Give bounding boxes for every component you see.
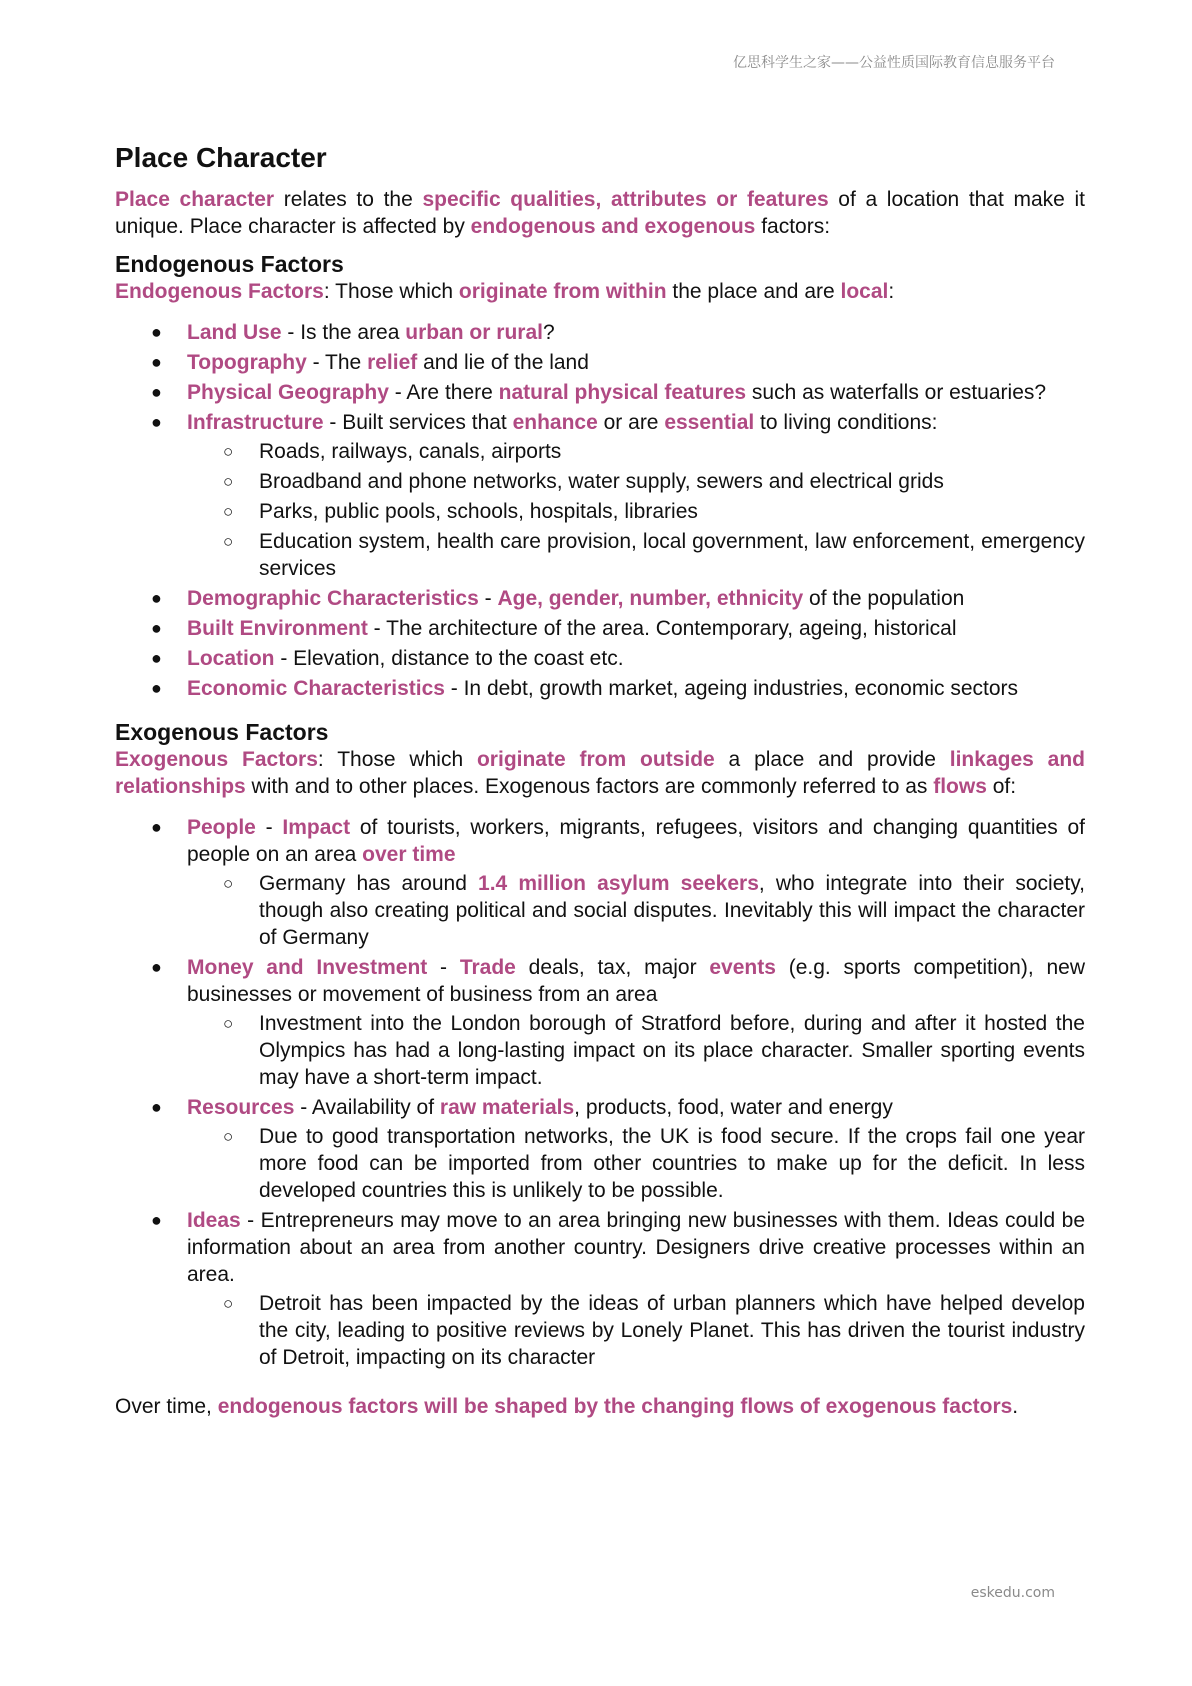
hl-text: Place character	[115, 188, 275, 211]
endogenous-definition	[115, 278, 1085, 305]
document-body	[115, 140, 1085, 1420]
sub-list-item	[187, 438, 1085, 465]
text: deals, tax, major	[515, 956, 710, 979]
hl-text: over time	[362, 843, 456, 866]
text: -	[427, 956, 460, 979]
text: Education system, health care provision, local government, law enforcement, emergency services	[259, 530, 1085, 580]
hl-text: Infrastructure	[187, 411, 324, 434]
bullet-icon: ●	[151, 588, 162, 608]
text: of the population	[803, 587, 965, 610]
list-item	[115, 379, 1085, 406]
hl-text: linkages and relationships	[115, 748, 1085, 798]
list-item	[115, 675, 1085, 702]
hl-text: endogenous and exogenous	[470, 215, 756, 238]
hl-text: Age, gender, number, ethnicity	[497, 587, 804, 610]
sub-list-item	[187, 870, 1085, 951]
hl-text: People	[187, 816, 256, 839]
text: , products, food, water and energy	[574, 1096, 893, 1119]
text: with and to other places. Exogenous factors are commonly referred to as	[245, 775, 934, 798]
text: or are	[597, 411, 665, 434]
text: - Are there	[388, 381, 499, 404]
hl-text: flows	[933, 775, 987, 798]
sub-bullet-icon: ○	[223, 532, 234, 551]
exogenous-heading: Exogenous Factors	[115, 719, 329, 745]
bullet-icon: ●	[151, 957, 162, 977]
text: such as waterfalls or estuaries?	[746, 381, 1047, 404]
hl-text: originate from outside	[476, 748, 715, 771]
text: of tourists, workers, migrants, refugees, visitors and changing quantities of people on an area	[187, 816, 1085, 866]
text: - Entrepreneurs may move to an area bringing new businesses with them. Ideas could be information about an area from another country. Designers drive creative processes within an area.	[187, 1209, 1085, 1286]
sub-list	[187, 1123, 1085, 1204]
text: - Is the area	[281, 321, 406, 344]
hl-text: Economic Characteristics	[187, 677, 445, 700]
endogenous-list	[115, 319, 1085, 702]
bullet-icon: ●	[151, 678, 162, 698]
sub-list	[187, 438, 1085, 582]
bullet-icon: ●	[151, 1097, 162, 1117]
list-item	[115, 349, 1085, 376]
hl-text: Exogenous Factors	[115, 748, 318, 771]
hl-text: originate from within	[458, 280, 667, 303]
bullet-icon: ●	[151, 648, 162, 668]
text: - The architecture of the area. Contemporary, ageing, historical	[367, 617, 957, 640]
text: the place and are	[666, 280, 841, 303]
hl-text: local	[840, 280, 889, 303]
hl-text: relief	[367, 351, 418, 374]
list-item	[115, 615, 1085, 642]
exogenous-definition	[115, 746, 1085, 800]
list-item	[115, 645, 1085, 672]
sub-bullet-icon: ○	[223, 1127, 234, 1146]
intro-paragraph	[115, 186, 1085, 240]
endogenous-heading: Endogenous Factors	[115, 251, 344, 277]
text: -	[478, 587, 498, 610]
text: to living conditions:	[754, 411, 938, 434]
bullet-icon: ●	[151, 618, 162, 638]
text: - The	[306, 351, 368, 374]
text: Due to good transportation networks, the UK is food secure. If the crops fail one year more food can be imported from other countries to make up for the deficit. In less developed countries this is unlikely to be possible.	[259, 1125, 1085, 1202]
text: : Those which	[323, 280, 459, 303]
sub-list	[187, 1290, 1085, 1371]
hl-text: Location	[187, 647, 275, 670]
sub-bullet-icon: ○	[223, 1294, 234, 1313]
hl-text: Impact	[282, 816, 351, 839]
page-title: Place Character	[115, 142, 327, 173]
sub-list-item	[187, 1290, 1085, 1371]
hl-text: endogenous factors will be shaped by the changing flows of exogenous factors	[217, 1395, 1013, 1418]
bullet-icon: ●	[151, 382, 162, 402]
hl-text: Built Environment	[187, 617, 368, 640]
hl-text: events	[709, 956, 776, 979]
text: -	[255, 816, 283, 839]
list-item	[115, 1094, 1085, 1204]
sub-bullet-icon: ○	[223, 442, 234, 461]
page-header: 亿思科学生之家——公益性质国际教育信息服务平台	[733, 55, 1055, 71]
text: and lie of the land	[417, 351, 589, 374]
text: (e.g. sports competition), new businesses or movement of business from an area	[187, 956, 1085, 1006]
list-item	[115, 954, 1085, 1091]
text: , who integrate into their society, though also creating political and social disputes. Inevitably this will impact the character of Germany	[259, 872, 1086, 949]
hl-text: Resources	[187, 1096, 295, 1119]
text: : Those which	[317, 748, 477, 771]
bullet-icon: ●	[151, 352, 162, 372]
text: - In debt, growth market, ageing industries, economic sectors	[444, 677, 1019, 700]
text: of:	[986, 775, 1017, 798]
hl-text: Endogenous Factors	[115, 280, 324, 303]
sub-list	[187, 1010, 1085, 1091]
hl-text: Money and Investment	[187, 956, 428, 979]
hl-text: urban or rural	[405, 321, 543, 344]
hl-text: Topography	[187, 351, 307, 374]
text: relates to the	[274, 188, 423, 211]
hl-text: Trade	[459, 956, 516, 979]
hl-text: natural physical features	[498, 381, 747, 404]
sub-bullet-icon: ○	[223, 502, 234, 521]
text: Germany has around	[259, 872, 479, 895]
closing-paragraph	[115, 1393, 1085, 1420]
list-item	[115, 409, 1085, 582]
exogenous-list	[115, 814, 1085, 1371]
text: Investment into the London borough of Stratford before, during and after it hosted the Olympics has had a long-lasting impact on its place character. Smaller sporting events may have a short-term impact.	[259, 1012, 1085, 1089]
text: .	[1012, 1395, 1019, 1418]
text: :	[888, 280, 895, 303]
text: of a location that make it unique. Place character is affected by	[115, 188, 1086, 238]
hl-text: raw materials	[439, 1096, 575, 1119]
hl-text: Physical Geography	[187, 381, 389, 404]
hl-text: Demographic Characteristics	[187, 587, 479, 610]
hl-text: 1.4 million asylum seekers	[478, 872, 759, 895]
sub-bullet-icon: ○	[223, 1014, 234, 1033]
text: - Availability of	[294, 1096, 440, 1119]
text: Broadband and phone networks, water supply, sewers and electrical grids	[259, 470, 944, 493]
sub-list-item	[187, 1123, 1085, 1204]
page-footer: eskedu.com	[970, 1585, 1055, 1601]
text: - Built services that	[323, 411, 513, 434]
sub-list-item	[187, 498, 1085, 525]
bullet-icon: ●	[151, 412, 162, 432]
sub-list-item	[187, 1010, 1085, 1091]
text: Parks, public pools, schools, hospitals, libraries	[259, 500, 698, 523]
sub-bullet-icon: ○	[223, 874, 234, 893]
hl-text: enhance	[512, 411, 598, 434]
bullet-icon: ●	[151, 817, 162, 837]
sub-list	[187, 870, 1085, 951]
sub-bullet-icon: ○	[223, 472, 234, 491]
text: Over time,	[115, 1395, 218, 1418]
list-item	[115, 1207, 1085, 1371]
text: - Elevation, distance to the coast etc.	[274, 647, 624, 670]
text: factors:	[755, 215, 831, 238]
text: Detroit has been impacted by the ideas of urban planners which have helped develop the city, leading to positive reviews by Lonely Planet. This has driven the tourist industry of Detroit, impacting on its character	[259, 1292, 1085, 1369]
text: ?	[542, 321, 555, 344]
hl-text: essential	[664, 411, 755, 434]
hl-text: Ideas	[187, 1209, 241, 1232]
bullet-icon: ●	[151, 1210, 162, 1230]
text: a place and provide	[714, 748, 950, 771]
sub-list-item	[187, 468, 1085, 495]
text: Roads, railways, canals, airports	[259, 440, 562, 463]
list-item	[115, 814, 1085, 951]
list-item	[115, 585, 1085, 612]
sub-list-item	[187, 528, 1085, 582]
hl-text: specific qualities, attributes or features	[422, 188, 829, 211]
list-item	[115, 319, 1085, 346]
hl-text: Land Use	[187, 321, 282, 344]
bullet-icon: ●	[151, 322, 162, 342]
